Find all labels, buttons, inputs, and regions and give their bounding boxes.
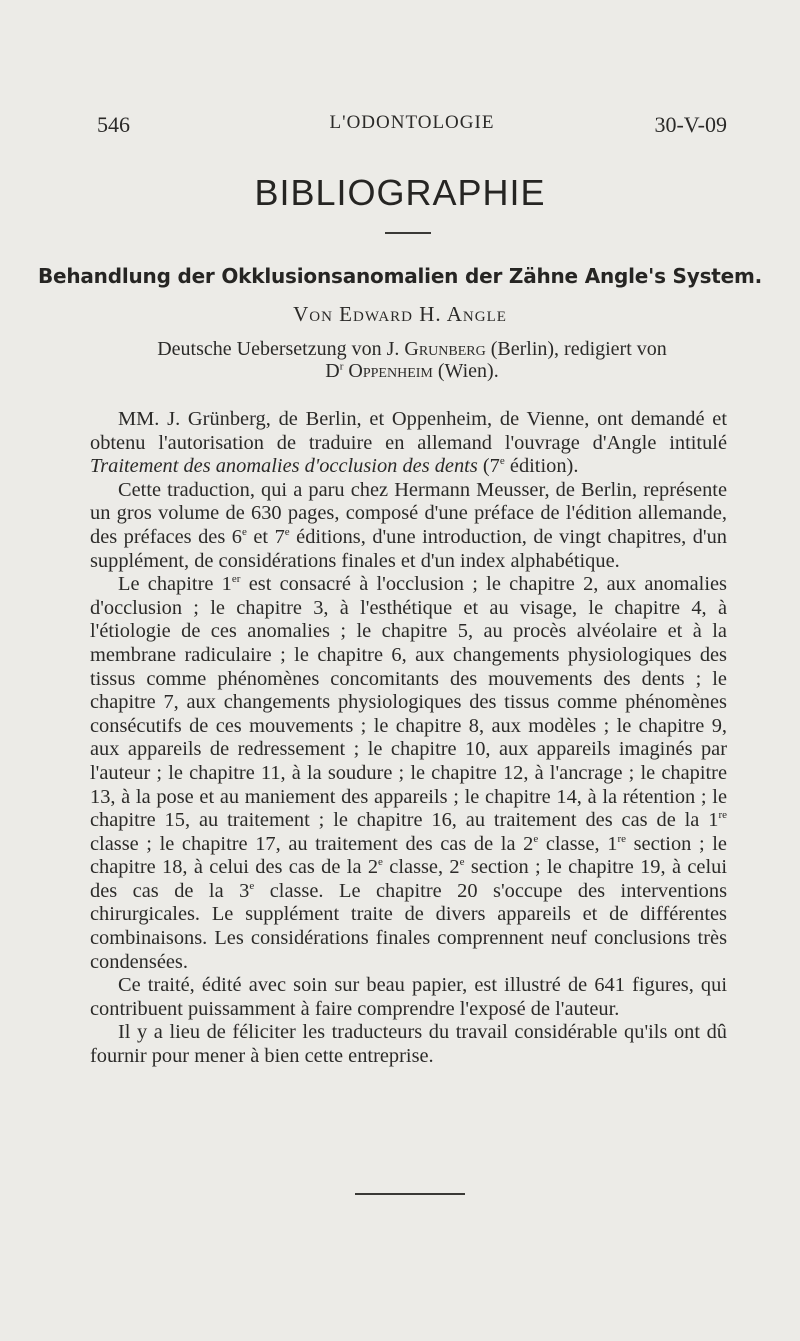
p3-sup-7: e xyxy=(249,880,255,893)
p2-sup-1: e xyxy=(241,526,247,539)
p3-sup-6: e xyxy=(459,856,465,869)
p3-text-b: est consacré à l'occlusion ; le chapitre 2, aux anomalies d'occlusion ; le chapitre 3, à l'esthétique et au visage, le chapitre 4, à l'étiologie de ces anomalies ; le chapitre 5, au procès alvéolaire et à la membrane radiculaire ; le chapitre 6, aux changements physiologiques des tissus comme phénomènes concomitants des mouvements des dents ; le chapitre 7, aux changements physiologiques des tissus comme phénomènes consécutifs de ces mouvements ; le chapitre 8, aux modèles ; le chapitre 9, aux appareils de redressement ; le chapitre 10, aux appareils imaginés par l'auteur ; le chapitre 11, à la soudure ; le chapitre 12, à l'ancrage ; le chapitre 13, à la pose et au maniement des appareils ; le chapitre 14, à la rétention ; le chapitre 15, au traitement ; le chapitre 16, au traitement des cas de la 1 xyxy=(90,573,727,832)
translator-2: Oppenheim xyxy=(348,360,433,382)
journal-name: L'ODONTOLOGIE xyxy=(329,112,495,133)
p3-text-e: section ; le chapitre 18, à celui des cas de la 2 xyxy=(90,832,727,879)
translation-prefix: Deutsche Uebersetzung von J. xyxy=(157,338,400,360)
book-author xyxy=(0,302,800,327)
p1-cited-title: Traitement des anomalies d'occlusion des dents xyxy=(90,455,478,478)
end-divider xyxy=(355,1193,465,1195)
p3-sup-5: e xyxy=(378,856,383,869)
p1-text-b: (7 xyxy=(482,455,500,478)
paragraph-1 xyxy=(90,408,727,479)
p2-text-b: et 7 xyxy=(253,525,285,548)
p2-sup-2: e xyxy=(284,526,290,539)
translation-end: (Wien). xyxy=(437,360,499,382)
translation-mid: (Berlin), redigiert von xyxy=(490,338,667,360)
p1-text-c: édition). xyxy=(509,455,579,478)
p3-sup-4: re xyxy=(617,832,626,845)
paragraph-3 xyxy=(90,573,727,974)
p2-text-a: Cette traduction, qui a paru chez Hermann Meusser, de Berlin, représente un gros volume de 630 pages, composé d'une préface de l'édition allemande, des préfaces des 6 xyxy=(90,478,727,548)
p3-sup-3: e xyxy=(533,832,539,845)
page-number: 546 xyxy=(97,112,130,137)
p3-text-g: section ; le chapitre 19, à celui des cas de la 3 xyxy=(90,856,727,902)
section-title: BIBLIOGRAPHIE xyxy=(254,172,546,213)
p3-text-f: classe, 2 xyxy=(389,856,460,879)
review-body xyxy=(90,408,727,1069)
translator-1: Grunberg xyxy=(404,338,486,360)
p3-text-d: classe, 1 xyxy=(545,832,618,855)
p1-sup: e xyxy=(499,455,505,468)
translator-2-sup: r xyxy=(339,360,344,373)
translator-2-prefix: D xyxy=(325,360,340,382)
p3-sup-1: er xyxy=(231,573,241,586)
paragraph-2 xyxy=(90,479,727,573)
translation-credit xyxy=(97,338,727,382)
paragraph-5: Il y a lieu de féliciter les traducteurs du travail considérable qu'ils ont dû fournir pour mener à bien cette entreprise. xyxy=(90,1021,727,1068)
p3-text-c: classe ; le chapitre 17, au traitement des cas de la 2 xyxy=(90,832,534,855)
issue-date: 30-V-09 xyxy=(654,112,727,137)
title-divider xyxy=(385,232,431,234)
p3-sup-2: re xyxy=(718,809,727,822)
author-name: Edward H. Angle xyxy=(339,302,507,326)
running-head xyxy=(97,112,727,142)
p2-text-c: éditions, d'une introduction, de vingt chapitres, d'un supplément, de considérations finales et d'un index alphabétique. xyxy=(90,525,727,572)
p3-text-a: Le chapitre 1 xyxy=(118,573,232,596)
author-prefix: Von xyxy=(293,302,333,326)
book-title: Behandlung der Okklusionsanomalien der Zähne Angle's System. xyxy=(37,264,763,288)
p1-text-a: MM. J. Grünberg, de Berlin, et Oppenheim, de Vienne, ont demandé et obtenu l'autorisation de traduire en allemand l'ouvrage d'Angle intitulé xyxy=(90,408,727,454)
p3-text-h: classe. Le chapitre 20 s'occupe des interventions chirurgicales. Le supplément traite de divers appareils et de différentes combinaisons. Les considérations finales comprennent neuf conclusions très condensées. xyxy=(90,879,728,973)
paragraph-4: Ce traité, édité avec soin sur beau papier, est illustré de 641 figures, qui contribuent puissamment à faire comprendre l'exposé de l'auteur. xyxy=(90,974,727,1020)
